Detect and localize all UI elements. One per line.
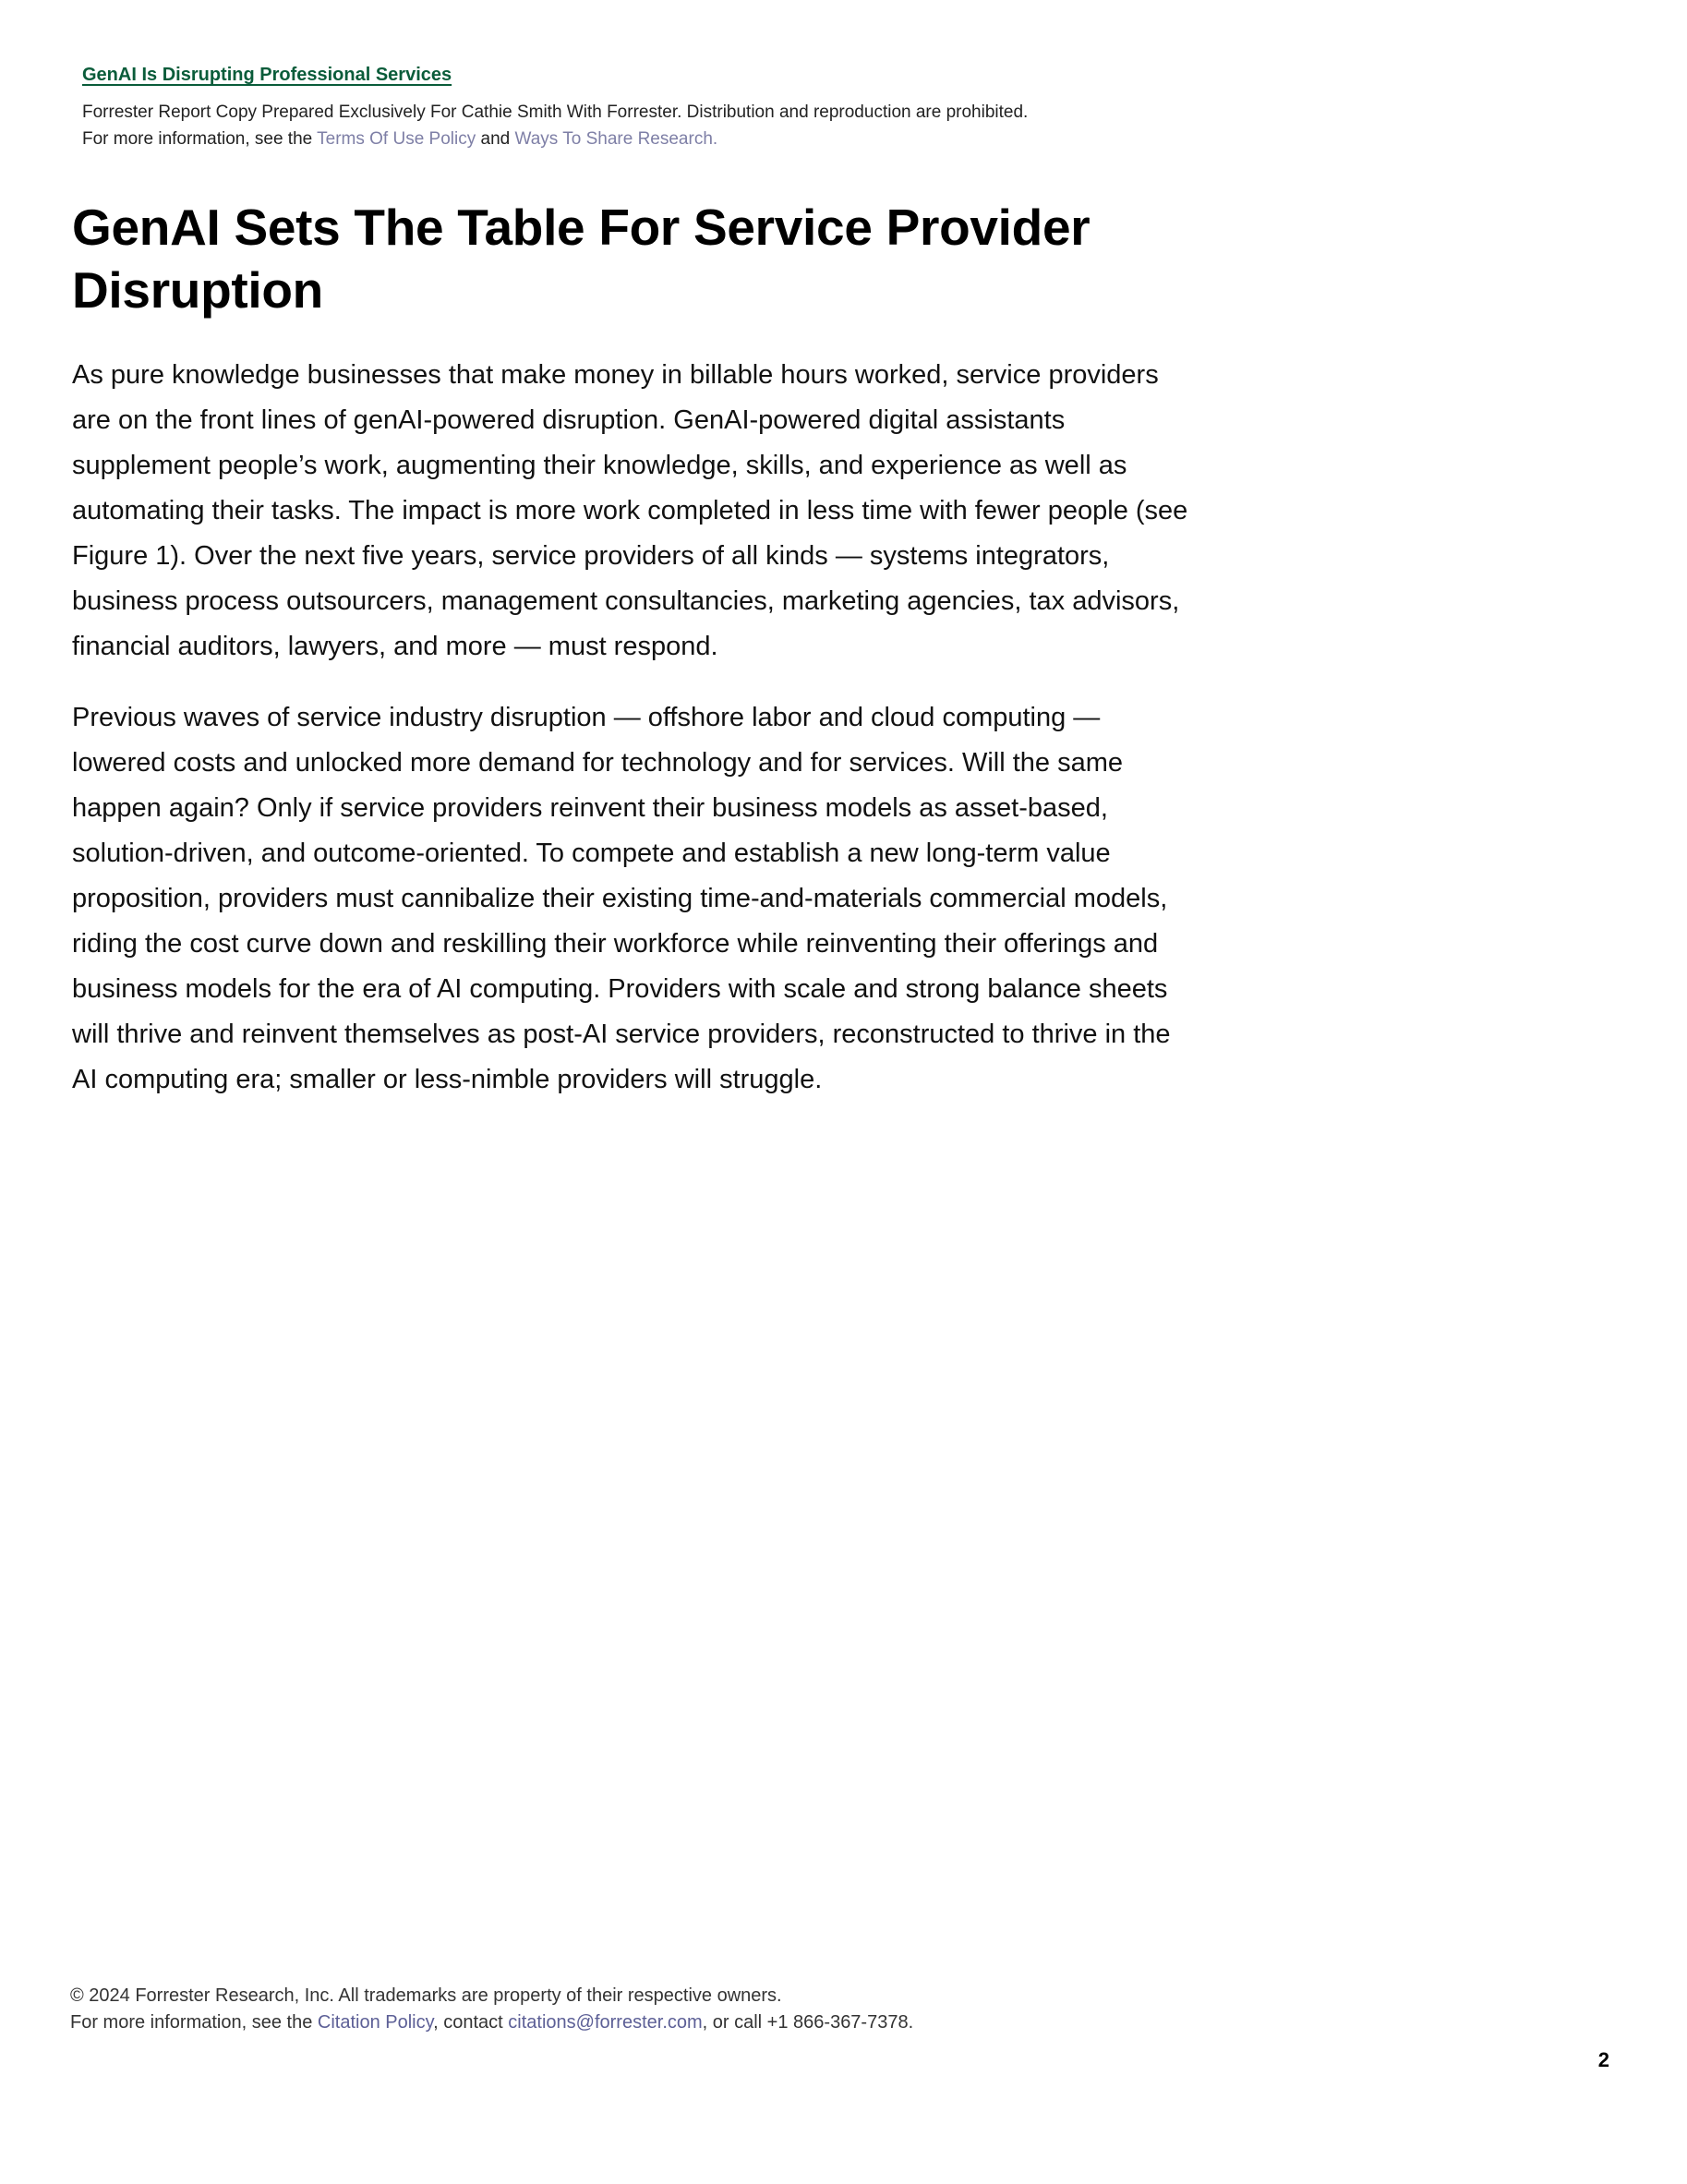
footer-call-text: , or call +1 866-367-7378. xyxy=(702,2012,914,2033)
page-title: GenAI Sets The Table For Service Provider Disruption xyxy=(72,199,1091,319)
paragraph-1: As pure knowledge businesses that make money in billable hours worked, service providers are on the front lines of genAI-powered disruption. GenAI-powered digital assistants supplement people’s work, augmenting their knowledge, skills, and experience as well as automating their tasks. The impact is more work completed in less time with fewer people (see Figure 1). Over the next five years, service providers of all kinds — systems integrators, business process outsourcers, management consultancies, marketing agencies, tax advisors, financial auditors, lawyers, and more — must respond. xyxy=(72,360,1188,661)
page-footer xyxy=(70,1983,1363,2036)
footer-info-line xyxy=(70,2009,1363,2036)
notice-prefix: For more information, see the xyxy=(82,129,318,149)
main-content xyxy=(72,196,1189,1103)
distribution-notice xyxy=(82,99,1375,152)
report-title-link[interactable]: GenAI Is Disrupting Professional Services xyxy=(82,65,452,85)
ways-to-share-link[interactable]: Ways To Share Research. xyxy=(514,129,718,149)
citations-email-link[interactable]: citations@forrester.com xyxy=(508,2012,703,2033)
copyright-line: © 2024 Forrester Research, Inc. All trademarks are property of their respective owners. xyxy=(70,1985,782,2006)
terms-of-use-link[interactable]: Terms Of Use Policy xyxy=(317,129,476,149)
notice-line-2 xyxy=(82,126,1375,152)
footer-prefix: For more information, see the xyxy=(70,2012,318,2033)
citation-policy-link[interactable]: Citation Policy xyxy=(317,2012,434,2033)
paragraph-2: Previous waves of service industry disruption — offshore labor and cloud computing — lowered costs and unlocked more demand for technology and for services. Will the same happen again? Only if service providers reinvent their business models as asset-based, solution-driven, and outcome-oriented. To compete and establish a new long-term value proposition, providers must cannibalize their existing time-and-materials commercial models, riding the cost curve down and reskilling their workforce while reinventing their offerings and business models for the era of AI computing. Providers with scale and strong balance sheets will thrive and reinvent themselves as post-AI service providers, reconstructed to thrive in the AI computing era; smaller or less-nimble providers will struggle. xyxy=(72,703,1171,1094)
notice-line-1: Forrester Report Copy Prepared Exclusively For Cathie Smith With Forrester. Distribution and reproduction are prohibited. xyxy=(82,103,1029,122)
notice-and: and xyxy=(476,129,515,149)
report-header xyxy=(82,65,1375,152)
footer-contact-text: , contact xyxy=(433,2012,509,2033)
page-number: 2 xyxy=(1597,2048,1609,2071)
